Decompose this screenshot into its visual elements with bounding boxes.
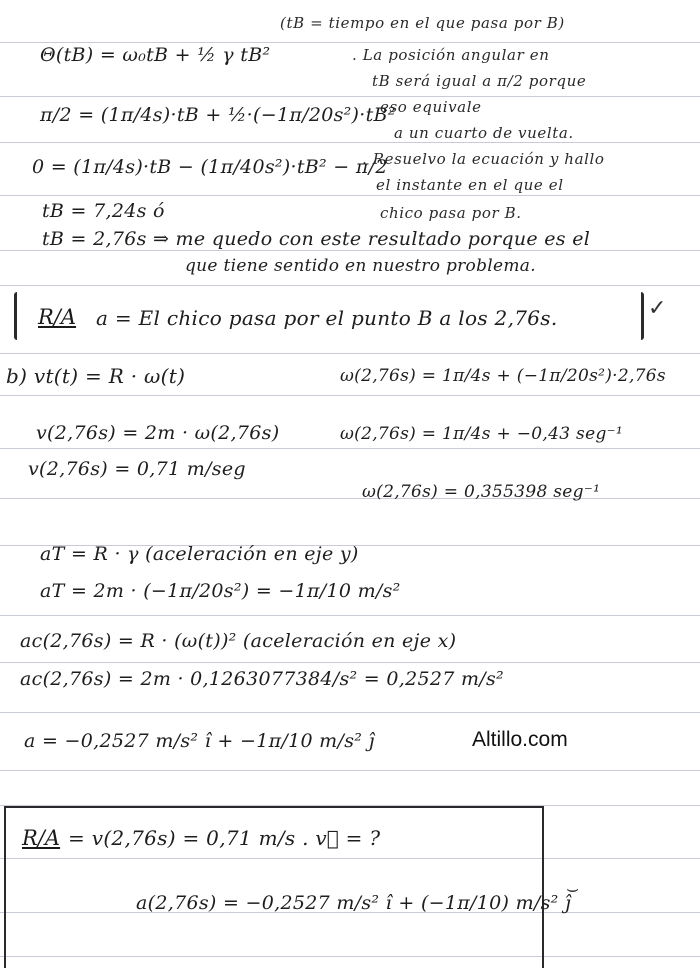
answer-a-text: a = El chico pasa por el punto B a los 2,76s. xyxy=(96,306,558,330)
answer-a-label: R/A xyxy=(38,305,77,329)
omega-line: ω(2,76s) = 1π/4s + (−1π/20s²)·2,76s xyxy=(340,366,666,386)
accel-line: a = −0,2527 m/s² î + −1π/10 m/s² ĵ xyxy=(24,730,375,752)
ruled-line xyxy=(0,448,700,449)
accel-line: ac(2,76s) = R · (ω(t))² (aceleración en eje x) xyxy=(20,630,457,652)
check-mark-icon: ⌣ xyxy=(566,876,580,900)
ruled-line xyxy=(0,142,700,143)
header-note: (tB = tiempo en el que pasa por B) xyxy=(280,14,565,32)
accel-line: aT = R · γ (aceleración en eje y) xyxy=(40,543,359,565)
equation-line: Θ(tB) = ω₀tB + ½ γ tB² xyxy=(40,44,271,66)
answer-b-line: = v(2,76s) = 0,71 m/s . v⃗ = ? xyxy=(68,826,381,850)
ruled-line xyxy=(0,395,700,396)
equation-line: que tiene sentido en nuestro problema. xyxy=(185,256,536,276)
answer-b-line: a(2,76s) = −0,2527 m/s² î + (−1π/10) m/s² ĵ xyxy=(136,892,572,914)
side-note: eso equivale xyxy=(380,98,482,116)
ruled-line xyxy=(0,96,700,97)
ruled-line xyxy=(0,662,700,663)
ruled-line xyxy=(0,250,700,251)
ruled-line xyxy=(0,712,700,713)
side-note: chico pasa por B. xyxy=(380,204,522,222)
ruled-line xyxy=(0,770,700,771)
equation-line: tB = 2,76s ⇒ me quedo con este resultado porque es el xyxy=(42,228,591,250)
side-note: tB será igual a π/2 porque xyxy=(372,72,587,90)
accel-line: aT = 2m · (−1π/20s²) = −1π/10 m/s² xyxy=(40,580,401,602)
side-note: el instante en el que el xyxy=(376,176,564,194)
side-note: a un cuarto de vuelta. xyxy=(394,124,574,142)
ruled-line xyxy=(0,353,700,354)
omega-line: ω(2,76s) = 1π/4s + −0,43 seg⁻¹ xyxy=(340,424,624,444)
equation-line: v(2,76s) = 0,71 m/seg xyxy=(28,458,246,480)
check-mark-icon: ✓ xyxy=(648,296,667,321)
ruled-line xyxy=(0,195,700,196)
equation-line: 0 = (1π/4s)·tB − (1π/40s²)·tB² − π/2 xyxy=(32,156,388,178)
accel-line: ac(2,76s) = 2m · 0,1263077384/s² = 0,2527 m/s² xyxy=(20,668,504,690)
ruled-line xyxy=(0,285,700,286)
equation-line: b) vt(t) = R · ω(t) xyxy=(6,364,186,388)
watermark: Altillo.com xyxy=(472,728,568,751)
equation-line: tB = 7,24s ó xyxy=(42,200,165,222)
equation-line: π/2 = (1π/4s)·tB + ½·(−1π/20s²)·tB² xyxy=(40,104,396,126)
answer-b-label: R/A xyxy=(22,826,61,850)
equation-line: v(2,76s) = 2m · ω(2,76s) xyxy=(36,422,280,444)
side-note: . La posición angular en xyxy=(352,46,550,64)
omega-line: ω(2,76s) = 0,355398 seg⁻¹ xyxy=(362,482,601,502)
ruled-line xyxy=(0,615,700,616)
side-note: . Resuelvo la ecuación y hallo xyxy=(362,150,605,168)
ruled-line xyxy=(0,42,700,43)
